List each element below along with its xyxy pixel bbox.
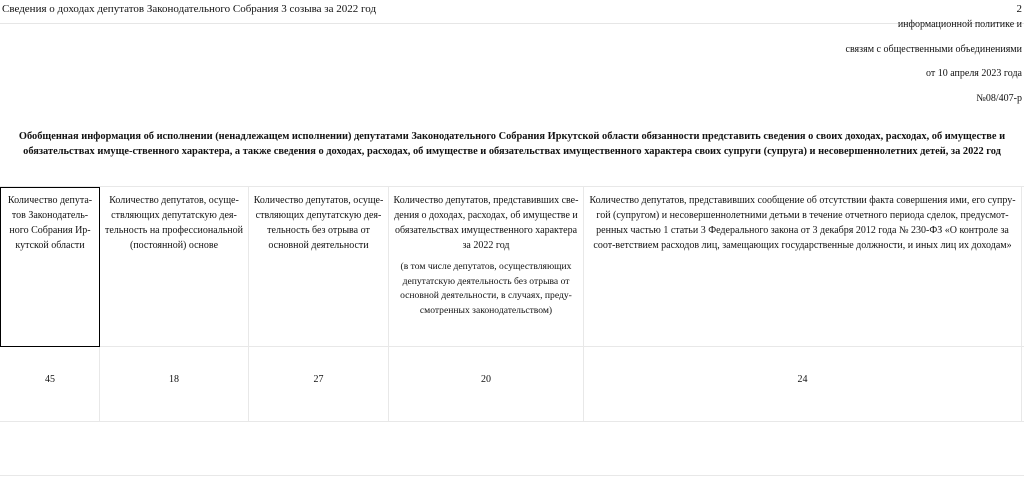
- attachment-line: №08/407-р: [976, 92, 1022, 104]
- header-text: Количество депутатов, осуще-ствляющих депутатскую дея-тельность без отрыва от основной деятельности: [253, 195, 384, 251]
- column-divider: [1021, 186, 1022, 422]
- table-value-cell[interactable]: 18: [169, 374, 179, 385]
- attachment-line: связям с общественными объединениями: [845, 43, 1022, 55]
- document-title: Обобщенная информация об исполнении (ненадлежащем исполнении) депутатами Законодательного Собрания Иркутской области обязанности представить сведения о своих доходах, расходах, об имуществе и обязательствах имуще-ственного характера, а также сведения о доходах, расходах, об имуществе и обязательствах имущественного характера своих супруги (супруга) и несовершеннолетних детей, за 2022 год: [18, 131, 1006, 157]
- table-header-cell[interactable]: [249, 193, 388, 253]
- header-text: Количество депутатов, представивших сообщение об отсутствии факта совершения ими, его супру-гой (супругом) и несовершеннолетними детьми в течение отчетного периода сделок, предусмот-ренных частью 1 статьи 3 Федерального закона от 3 декабря 2012 года № 230-ФЗ «О контроле за соот-ветствием расходов лиц, замещающих государственные должности, и иных лиц их доходам»: [589, 195, 1016, 251]
- table-border-lower: [0, 475, 1024, 476]
- header-text: Количество депутатов, представивших све-дения о доходах, расходах, об имуществе и обязательствах имущественного характера за 2022 год: [393, 195, 579, 251]
- table-header-cell[interactable]: [0, 193, 100, 253]
- attachment-line: от 10 апреля 2023 года: [925, 68, 1022, 80]
- table-header-cell[interactable]: [100, 193, 248, 253]
- document-header-title: Сведения о доходах депутатов Законодательного Собрания 3 созыва за 2022 год: [2, 3, 377, 15]
- header-text: Количество депутатов, осуще-ствляющих депутатскую дея-тельность на профессиональной (постоянной) основе: [105, 195, 243, 251]
- page-number: 2: [1016, 3, 1022, 15]
- table-border-top: [0, 186, 1024, 187]
- attachment-block: [846, 19, 1022, 117]
- table-value-cell[interactable]: 20: [481, 374, 491, 385]
- table-value-cell[interactable]: 27: [313, 374, 324, 385]
- header-note: (в том числе депутатов, осуществляющих депутатскую деятельность без отрыва от основной деятельности, в случаях, преду-смотренных законодательством): [400, 261, 572, 316]
- table-header-cell[interactable]: [584, 193, 1021, 253]
- table-border-bottom: [0, 421, 1024, 422]
- table-header-cell[interactable]: [389, 193, 583, 318]
- table-value-cell[interactable]: 24: [797, 374, 808, 385]
- table-border-middle: [0, 346, 1024, 347]
- header-text: Количество депута-тов Законодатель-ного Собрания Ир-кутской области: [7, 195, 93, 251]
- attachment-line: информационной политике и: [897, 19, 1022, 30]
- table-value-cell[interactable]: 45: [45, 374, 55, 385]
